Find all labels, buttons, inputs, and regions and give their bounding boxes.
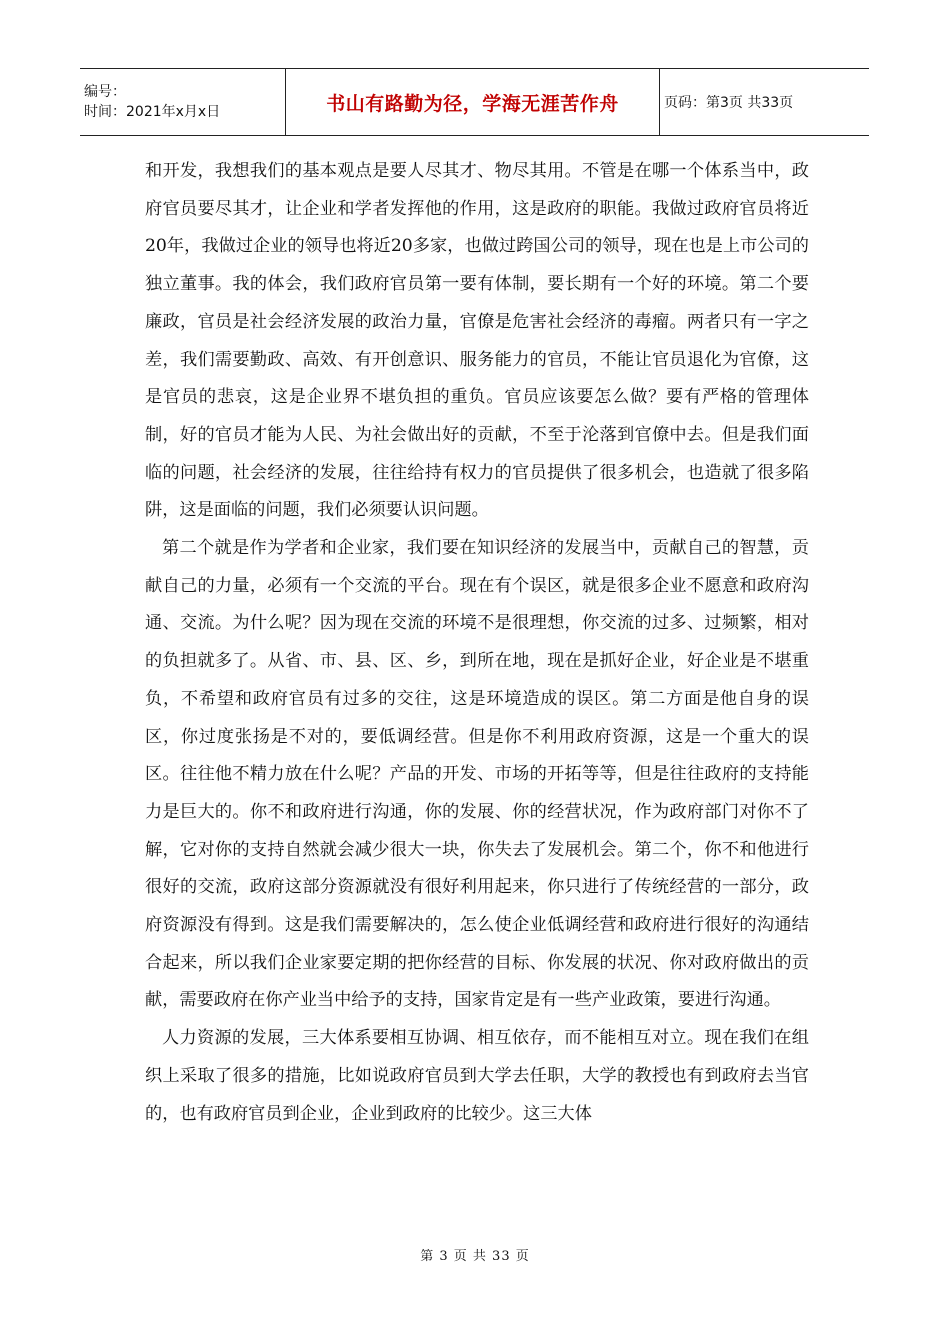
body-paragraph-2: 第二个就是作为学者和企业家，我们要在知识经济的发展当中，贡献自己的智慧，贡献自己的力量，必须有一个交流的平台。现在有个误区，就是很多企业不愿意和政府沟通、交流。为什么呢？因为现在交流的环境不是很理想，你交流的过多、过频繁，相对的负担就多了。从省、市、县、区、乡，到所在地，现在是抓好企业，好企业是不堪重负，不希望和政府官员有过多的交往，这是环境造成的误区。第二方面是他自身的误区，你过度张扬是不对的，要低调经营。但是你不利用政府资源，这是一个重大的误区。往往他不精力放在什么呢？产品的开发、市场的开拓等等，但是往往政府的支持能力是巨大的。你不和政府进行沟通，你的发展、你的经营状况，作为政府部门对你不了解，它对你的支持自然就会减少很大一块，你失去了发展机会。第二个，你不和他进行很好的交流，政府这部分资源就没有很好利用起来，你只进行了传统经营的一部分，政府资源没有得到。这是我们需要解决的，怎么使企业低调经营和政府进行很好的沟通结合起来，所以我们企业家要定期的把你经营的目标、你发展的状况、你对政府做出的贡献，需要政府在你产业当中给予的支持，国家肯定是有一些产业政策，要进行沟通。 bbox=[145, 538, 809, 1011]
header-page-info: 页码：第3页 共33页 bbox=[660, 69, 870, 136]
body-paragraph-1: 和开发，我想我们的基本观点是要人尽其才、物尽其用。不管是在哪一个体系当中，政府官员要尽其才，让企业和学者发挥他的作用，这是政府的职能。我做过政府官员将近20年，我做过企业的领导也将近20多家，也做过跨国公司的领导，现在也是上市公司的独立董事。我的体会，我们政府官员第一要有体制，要长期有一个好的环境。第二个要廉政，官员是社会经济发展的政治力量，官僚是危害社会经济的毒瘤。两者只有一字之差，我们需要勤政、高效、有开创意识、服务能力的官员，不能让官员退化为官僚，这是官员的悲哀，这是企业界不堪负担的重负。官员应该要怎么做？要有严格的管理体制，好的官员才能为人民、为社会做出好的贡献，不至于沦落到官僚中去。但是我们面临的问题，社会经济的发展，往往给持有权力的官员提供了很多机会，也造就了很多陷阱，这是面临的问题，我们必须要认识问题。 bbox=[145, 161, 809, 521]
serial-label: 编号： bbox=[84, 84, 126, 100]
header-meta-cell bbox=[80, 69, 286, 136]
body-paragraph-3: 人力资源的发展，三大体系要相互协调、相互依存，而不能相互对立。现在我们在组织上采取了很多的措施，比如说政府官员到大学去任职，大学的教授也有到政府去当官的，也有政府官员到企业，企业到政府的比较少。这三大体 bbox=[145, 1028, 809, 1124]
header-motto: 书山有路勤为径，学海无涯苦作舟 bbox=[286, 69, 660, 136]
document-body bbox=[145, 153, 809, 1133]
page-footer: 第 3 页 共 33 页 bbox=[420, 1249, 530, 1264]
document-header bbox=[80, 68, 869, 136]
date-label: 时间：2021年x月x日 bbox=[84, 104, 221, 120]
